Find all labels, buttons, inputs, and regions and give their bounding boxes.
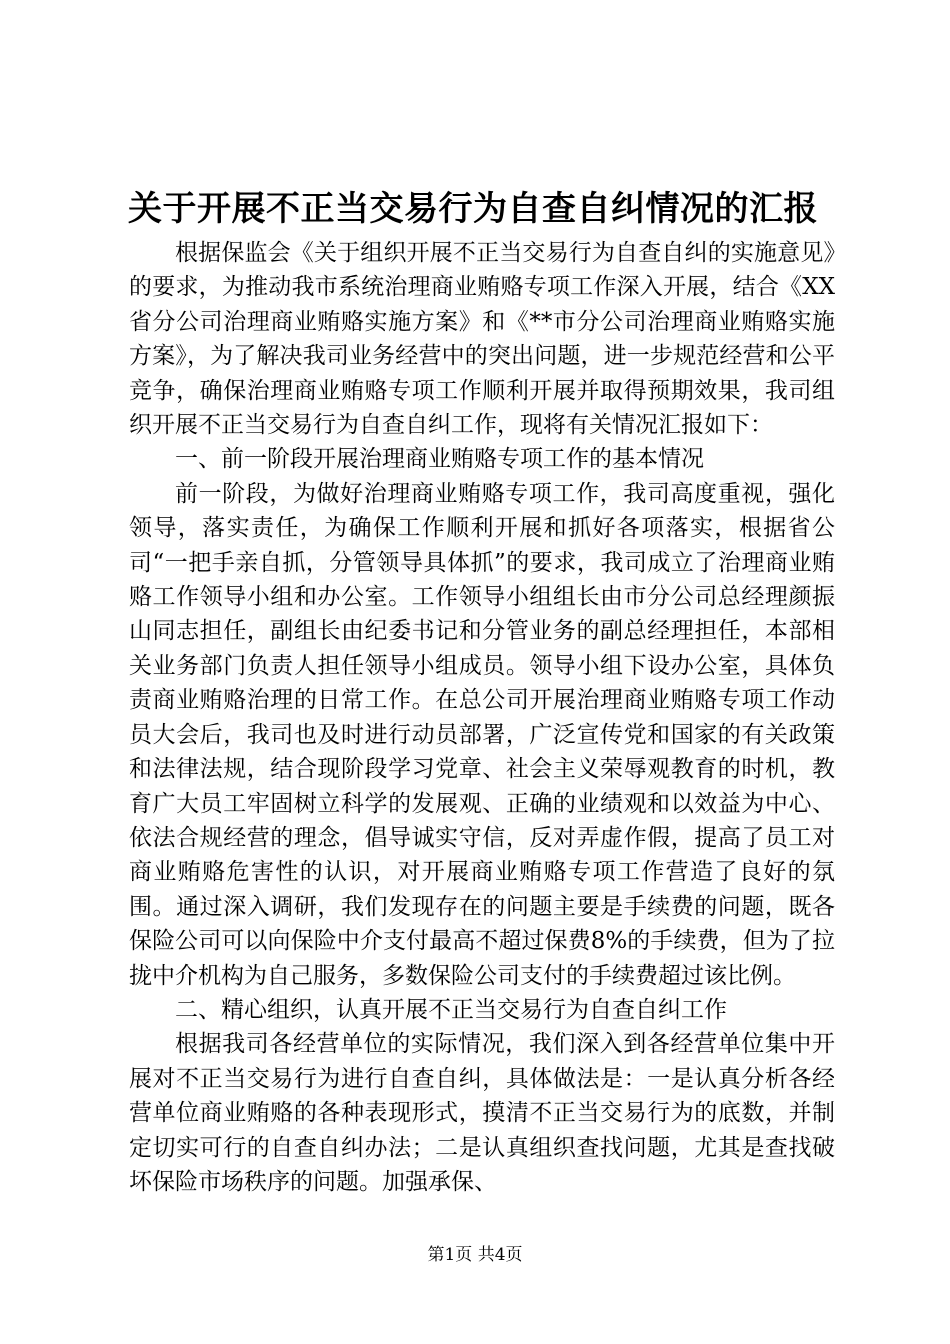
paragraph-section-2: 根据我司各经营单位的实际情况，我们深入到各经营单位集中开展对不正当交易行为进行自查自纠，具体做法是：一是认真分析各经营单位商业贿赂的各种表现形式，摸清不正当交易行为的底数，并制定切实可行的自查自纠办法；二是认真组织查找问题，尤其是查找破坏保险市场秩序的问题。加强承保、 — [129, 1031, 835, 1195]
section-heading-2: 二、精心组织，认真开展不正当交易行为自查自纠工作 — [175, 996, 727, 1023]
section-heading-1: 一、前一阶段开展治理商业贿赂专项工作的基本情况 — [175, 446, 704, 473]
document-body — [129, 236, 835, 1199]
paragraph-intro: 根据保监会《关于组织开展不正当交易行为自查自纠的实施意见》的要求，为推动我市系统治理商业贿赂专项工作深入开展，结合《XX省分公司治理商业贿赂实施方案》和《**市分公司治理商业贿赂实施方案》，为了解决我司业务经营中的突出问题，进一步规范经营和公平竞争，确保治理商业贿赂专项工作顺利开展并取得预期效果，我司组织开展不正当交易行为自查自纠工作，现将有关情况汇报如下： — [129, 240, 835, 439]
document-title: 关于开展不正当交易行为自查自纠情况的汇报 — [128, 189, 818, 229]
page-number-footer: 第1页 共4页 — [427, 1245, 523, 1265]
paragraph-section-1: 前一阶段，为做好治理商业贿赂专项工作，我司高度重视，强化领导，落实责任，为确保工作顺利开展和抓好各项落实，根据省公司“一把手亲自抓，分管领导具体抓”的要求，我司成立了治理商业贿赂工作领导小组和办公室。工作领导小组组长由市分公司总经理颜振山同志担任，副组长由纪委书记和分管业务的副总经理担任，本部相关业务部门负责人担任领导小组成员。领导小组下设办公室，具体负责商业贿赂治理的日常工作。在总公司开展治理商业贿赂专项工作动员大会后，我司也及时进行动员部署，广泛宣传党和国家的有关政策和法律法规，结合现阶段学习党章、社会主义荣辱观教育的时机，教育广大员工牢固树立科学的发展观、正确的业绩观和以效益为中心、依法合规经营的理念，倡导诚实守信，反对弄虚作假，提高了员工对商业贿赂危害性的认识，对开展商业贿赂专项工作营造了良好的氛围。通过深入调研，我们发现存在的问题主要是手续费的问题，既各保险公司可以向保险中介支付最高不超过保费8%的手续费，但为了拉拢中介机构为自己服务，多数保险公司支付的手续费超过该比例。 — [129, 480, 835, 989]
